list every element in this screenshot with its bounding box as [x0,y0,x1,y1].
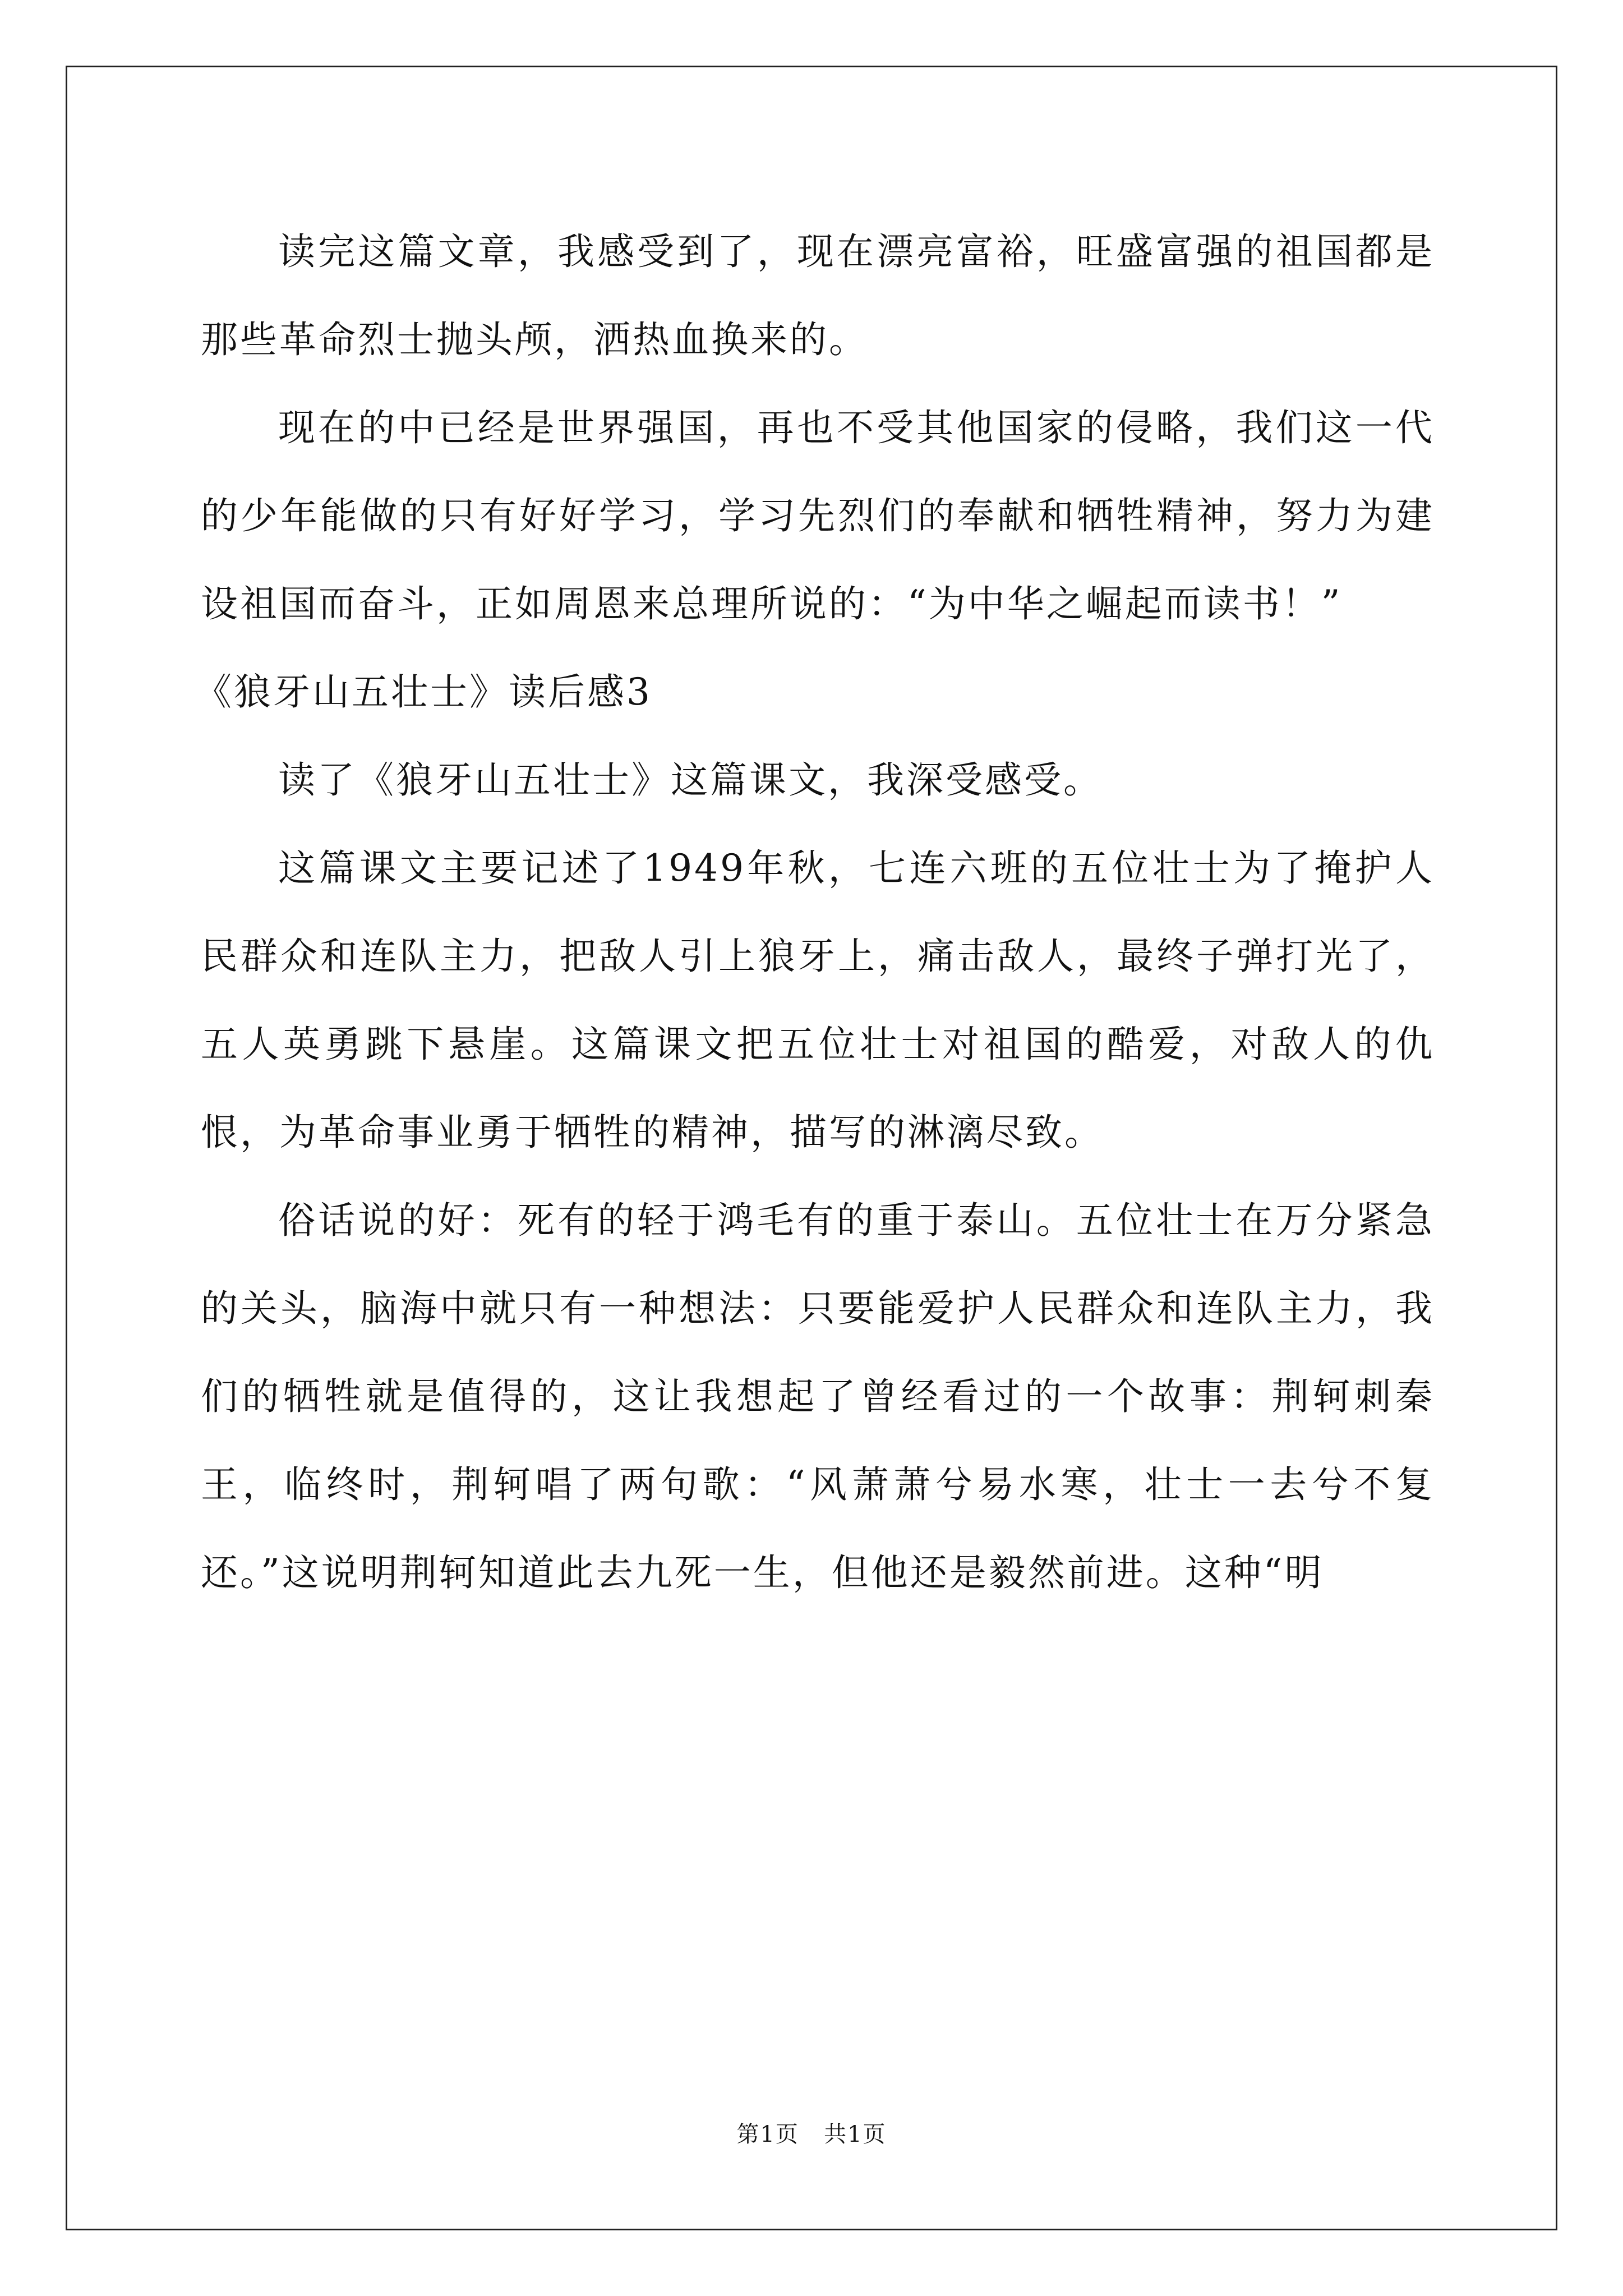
page-total: 共1页 [824,2122,887,2147]
paragraph: 俗话说的好：死有的轻于鸿毛有的重于泰山。五位壮士在万分紧急的关头，脑海中就只有一种想法：只要能爱护人民群众和连队主力，我们的牺牲就是值得的，这让我想起了曾经看过的一个故事：荆轲刺秦王，临终时，荆轲唱了两句歌：“风萧萧兮易水寒，壮士一去兮不复还。”这说明荆轲知道此去九死一生，但他还是毅然前进。这种“明 [201,1199,1435,1594]
paragraph: 现在的中已经是世界强国，再也不受其他国家的侵略，我们这一代的少年能做的只有好好学习，学习先烈们的奉献和牺牲精神，努力为建设祖国而奋斗，正如周恩来总理所说的：“为中华之崛起而读书！” [201,406,1435,625]
section-heading: 《狼牙山五壮士》读后感3 [195,670,652,714]
paragraph: 读完这篇文章，我感受到了，现在漂亮富裕，旺盛富强的祖国都是那些革命烈士抛头颅，洒热血换来的。 [201,230,1435,361]
page-number: 第1页 [736,2122,799,2147]
paragraph: 这篇课文主要记述了1949年秋，七连六班的五位壮士为了掩护人民群众和连队主力，把敌人引上狼牙上，痛击敌人，最终子弹打光了，五人英勇跳下悬崖。这篇课文把五位壮士对祖国的酷爱，对敌人的仇恨，为革命事业勇于牺牲的精神，描写的淋漓尽致。 [201,846,1435,1154]
page-footer [0,2116,1623,2148]
paragraph: 读了《狼牙山五壮士》这篇课文，我深受感受。 [278,758,1103,802]
document-body [195,208,1435,1617]
